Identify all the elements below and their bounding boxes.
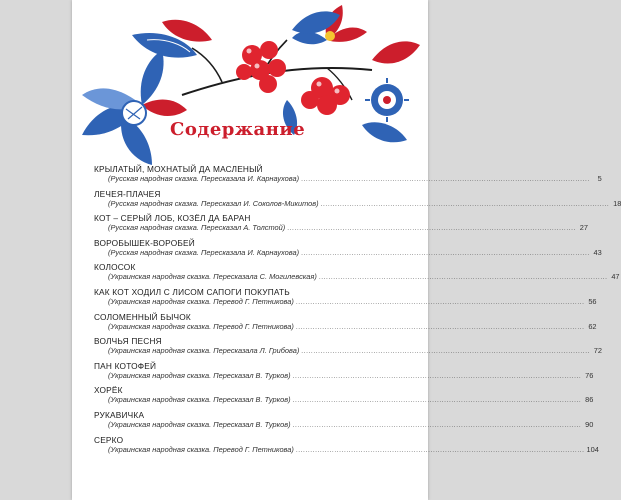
toc-entry-title: ЛЕЧЕЯ-ПЛАЧЕЯ [94,188,161,199]
toc-entry-line [94,321,597,333]
toc-entry[interactable] [94,360,594,386]
toc-entry-line [94,198,621,210]
toc-entry-page-number: 47 [611,272,620,282]
toc-entry[interactable] [94,188,621,214]
toc-entry[interactable] [94,237,602,263]
page-title: Содержание [170,119,306,140]
toc-entry-source: (Русская народная сказка. Пересказал А. Толстой) [108,223,286,233]
toc-entry-page-number: 90 [585,419,594,429]
dot-leader: ........................................................................................................................ [318,274,608,282]
dot-leader: ........................................................................................................................ [301,249,590,257]
toc-entry[interactable] [94,262,620,287]
toc-entry-line [94,247,602,259]
table-of-contents [94,164,621,459]
dot-leader: ........................................................................................................................ [295,298,585,306]
toc-entry-title: СОЛОМЕННЫЙ БЫЧОК [94,311,191,322]
toc-entry-title: ВОЛЧЬЯ ПЕСНЯ [94,336,162,347]
toc-entry-source: (Русская народная сказка. Пересказал И. Соколов-Микитов) [108,198,319,208]
toc-entry-line [94,174,602,185]
toc-entry-title: КРЫЛАТЫЙ, МОХНАТЫЙ ДА МАСЛЕНЫЙ [94,164,263,174]
toc-entry[interactable] [94,434,599,460]
toc-entry[interactable] [94,311,597,337]
toc-entry-line [94,346,603,357]
toc-entry[interactable] [94,213,588,238]
toc-entry-page-number: 76 [585,370,594,380]
toc-entry-title: РУКАВИЧКА [94,409,145,420]
dot-leader: ........................................................................................................................ [292,372,582,380]
toc-entry-page-number: 104 [586,444,599,454]
toc-entry[interactable] [94,385,594,410]
toc-entry-line [94,395,594,406]
book-page [72,0,621,500]
toc-entry-source: (Украинская народная сказка. Перевод Г. Петникова) [108,321,294,331]
dot-leader: ........................................................................................................................ [320,200,610,208]
toc-entry-page-number: 5 [597,174,602,183]
toc-entry-page-number: 56 [588,296,597,306]
toc-entry[interactable] [94,286,597,312]
toc-entry-page-number: 18 [613,198,621,208]
toc-entry-source: (Украинская народная сказка. Перевод Г. Петникова) [108,296,294,306]
toc-entry[interactable] [94,164,602,189]
toc-entry[interactable] [94,409,594,435]
toc-entry-line [94,419,594,431]
dot-leader: ........................................................................................................................ [295,323,585,331]
dot-leader: ........................................................................................................................ [292,397,582,405]
toc-entry-title: КОЛОСОК [94,262,136,273]
dot-leader: ........................................................................................................................ [295,446,585,454]
dot-leader: ........................................................................................................................ [287,225,576,233]
toc-entry-source: (Украинская народная сказка. Пересказала С. Могилевская) [108,272,317,282]
toc-entry-title: ПАН КОТОФЕЙ [94,360,157,371]
toc-entry[interactable] [94,336,603,361]
toc-entry-source: (Русская народная сказка. Пересказала И. Карнаухова) [108,174,300,183]
toc-entry-page-number: 27 [579,223,588,233]
dot-leader: ........................................................................................................................ [301,348,591,356]
toc-entry-source: (Украинская народная сказка. Пересказала Л. Грибова) [108,346,300,356]
toc-entry-line [94,370,594,382]
toc-entry-title: КАК КОТ ХОДИЛ С ЛИСОМ САПОГИ ПОКУПАТЬ [94,286,290,297]
toc-entry-source: (Украинская народная сказка. Пересказал В. Турков) [108,419,291,429]
toc-entry-page-number: 62 [588,321,597,331]
toc-entry-title: КОТ – СЕРЫЙ ЛОБ, КОЗЁЛ ДА БАРАН [94,213,251,224]
toc-entry-source: (Украинская народная сказка. Пересказал В. Турков) [108,370,291,380]
folk-ornament-illustration [72,0,428,175]
toc-entry-page-number: 43 [593,247,602,257]
toc-entry-line [94,223,588,234]
toc-entry-source: (Русская народная сказка. Пересказала И. Карнаухова) [108,247,300,257]
toc-entry-line [94,444,599,456]
toc-entry-title: ХОРЁК [94,385,123,396]
toc-entry-line [94,272,620,283]
toc-entry-title: СЕРКО [94,434,124,445]
toc-entry-title: ВОРОБЫШЕК-ВОРОБЕЙ [94,237,195,248]
toc-entry-source: (Украинская народная сказка. Пересказал В. Турков) [108,395,291,405]
toc-entry-page-number: 72 [593,346,603,356]
dot-leader: ........................................................................................................................ [292,421,582,429]
dot-leader: ........................................................................................................................ [301,176,590,183]
toc-entry-line [94,296,597,308]
toc-entry-page-number: 86 [585,395,594,405]
toc-entry-source: (Украинская народная сказка. Перевод Г. Петникова) [108,444,294,454]
